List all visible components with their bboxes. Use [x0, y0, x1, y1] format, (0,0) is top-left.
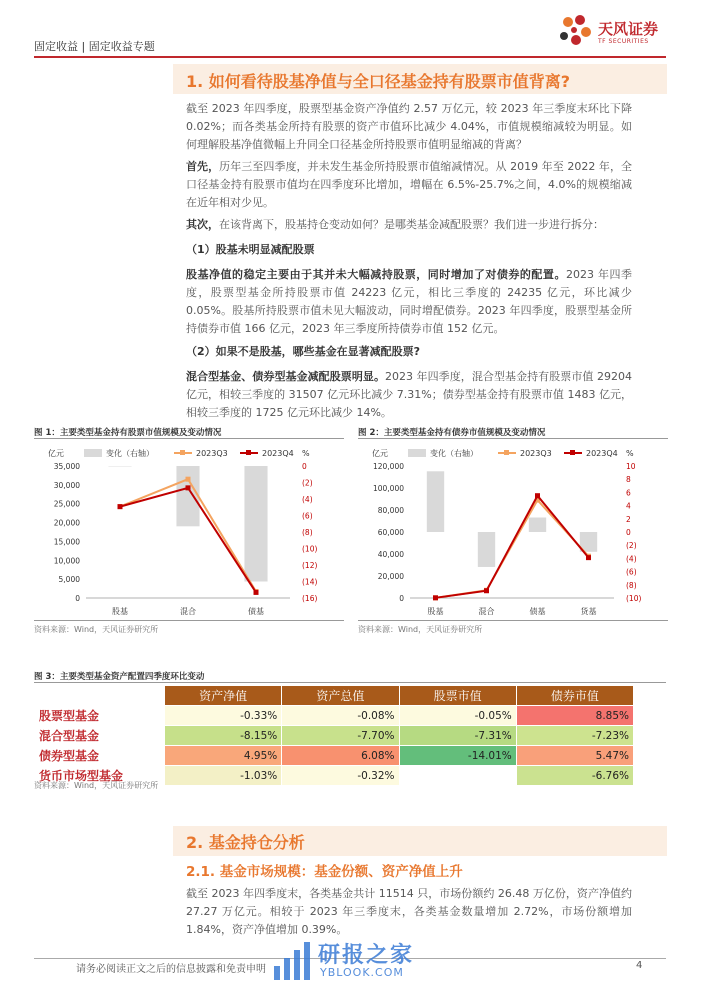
table-cell: -1.03% — [165, 766, 282, 786]
row-label: 股票型基金 — [35, 706, 165, 726]
left-tick-label: 10,000 — [53, 556, 80, 566]
logo-name: 天风证券 — [598, 20, 659, 38]
point-q4 — [433, 595, 438, 600]
para-body: 2023 年四季度，股票型基金所持股票市值 24223 亿元，相比三季度的 24235 亿元，环比减少 0.05%。股基所持股票市值未见大幅波动，同时增配债券。2023 年四季度，股票型基金所持债券市值 166 亿元，2023 年三季度所持债券市值 152 亿元。 — [186, 268, 633, 335]
row-label: 债券型基金 — [35, 746, 165, 766]
paragraph — [186, 368, 632, 422]
right-axis-unit: % — [626, 449, 634, 458]
right-tick-label: (16) — [302, 594, 318, 603]
figure-source: 资料来源：Wind，天风证券研究所 — [34, 625, 159, 634]
category-label: 股基 — [427, 607, 444, 616]
figure-title: 图 3：主要类型基金资产配置四季度环比变动 — [34, 672, 205, 682]
subheading: （2）如果不是股基，哪些基金在显著减配股票? — [186, 345, 421, 358]
para-lead: 股基净值的稳定主要由于其并未大幅减持股票，同时增加了对债券的配置。 — [186, 268, 566, 281]
left-tick-label: 60,000 — [377, 528, 404, 537]
right-tick-label: (6) — [302, 511, 313, 521]
left-tick-label: 80,000 — [377, 506, 404, 515]
paragraph: 截至 2023 年四季度，股票型基金资产净值约 2.57 万亿元，较 2023 年三季度末环比下降 0.02%；而各类基金所持有股票的资产市值环比减少 4.04%，市值规模缩减较为明显。如何理解股基净值微幅上升同全口径基金所持股票市值明显缩减的背离？ — [186, 102, 632, 151]
legend-marker-q4 — [246, 450, 251, 455]
footer-disclaimer: 请务必阅读正文之后的信息披露和免责申明 — [76, 964, 266, 975]
para-lead: 混合型基金、债券型基金减配股票明显。 — [186, 370, 386, 383]
right-tick-label: (10) — [302, 544, 318, 554]
left-tick-label: 5,000 — [58, 575, 80, 585]
legend-label: 变化（右轴） — [430, 449, 478, 458]
figure-title: 图 2：主要类型基金持有债券市值规模及变动情况 — [358, 428, 546, 438]
category-label: 货基 — [580, 607, 597, 616]
section-title: 2. 基金持仓分析 — [186, 833, 305, 852]
table-header: 资产总值 — [282, 686, 399, 706]
row-label: 货币市场型基金 — [35, 766, 165, 786]
subsection-title: 2.1. 基金市场规模：基金份额、资产净值上升 — [186, 864, 463, 880]
para-body: 历年三至四季度，并未发生基金所持股票市值缩减情况。从 2019 年至 2022 年，全口径基金持有股票市值均在四季度环比增加，增幅在 6.5%-25.7%之间，4.0%的规模缩减在近年相对少见。 — [186, 160, 632, 209]
table-cell: -0.05% — [399, 706, 516, 726]
right-tick-label: 0 — [626, 528, 631, 537]
left-tick-label: 0 — [399, 594, 404, 603]
header-divider — [34, 56, 666, 58]
table-cell: 6.08% — [282, 746, 399, 766]
figure-divider — [34, 682, 666, 683]
figure-title: 图 1：主要类型基金持有股票市值规模及变动情况 — [34, 428, 222, 438]
paragraph — [186, 266, 632, 338]
change-bar — [176, 466, 199, 526]
right-tick-label: 0 — [302, 462, 307, 471]
table-cell — [399, 766, 516, 786]
table-header: 股票市值 — [399, 686, 516, 706]
left-axis-unit: 亿元 — [372, 449, 388, 458]
legend-marker-q3 — [180, 450, 185, 455]
legend-label: 2023Q3 — [196, 449, 228, 458]
table-row — [35, 746, 634, 766]
table-cell: -7.70% — [282, 726, 399, 746]
table-cell: 8.85% — [516, 706, 633, 726]
page-number: 4 — [636, 960, 643, 971]
legend-marker-q3 — [504, 450, 509, 455]
right-tick-label: (8) — [626, 580, 637, 590]
table-cell: -0.33% — [165, 706, 282, 726]
left-tick-label: 35,000 — [53, 462, 80, 471]
figure-divider — [358, 620, 668, 621]
table-cell: 5.47% — [516, 746, 633, 766]
right-tick-label: (6) — [626, 567, 637, 577]
right-tick-label: (10) — [626, 594, 642, 603]
table-cell: -6.76% — [516, 766, 633, 786]
left-tick-label: 25,000 — [53, 499, 80, 509]
table-cell: -0.08% — [282, 706, 399, 726]
point-q4 — [484, 588, 489, 593]
right-tick-label: (2) — [302, 478, 313, 488]
header-tag: 固定收益 | 固定收益专题 — [34, 40, 155, 53]
right-tick-label: 4 — [626, 501, 631, 511]
point-q4 — [535, 493, 540, 498]
legend-swatch-change — [408, 449, 426, 457]
table-cell: 4.95% — [165, 746, 282, 766]
left-tick-label: 20,000 — [377, 572, 404, 581]
figure-2-chart — [358, 440, 670, 620]
paragraph: 截至 2023 年四季度末，各类基金共计 11514 只，市场份额约 26.48 万亿份，资产净值约 27.27 万亿元。相较于 2023 年三季度末，各类基金数量增加 2.72%，市场份额增加 1.84%，资产净值增加 0.39%。 — [186, 887, 632, 936]
point-q4 — [586, 555, 591, 560]
category-label: 股基 — [112, 607, 128, 616]
right-tick-label: (4) — [302, 495, 313, 504]
change-bar — [529, 517, 546, 532]
paragraph — [186, 216, 632, 234]
logo-name-en: TF SECURITIES — [598, 38, 649, 45]
table-cell: -8.15% — [165, 726, 282, 746]
right-tick-label: 6 — [626, 488, 631, 498]
right-axis-unit: % — [302, 449, 310, 458]
right-tick-label: (4) — [626, 554, 637, 564]
right-tick-label: 8 — [626, 475, 631, 485]
right-tick-label: (2) — [626, 541, 637, 551]
table-corner — [35, 686, 165, 706]
category-label: 混合 — [478, 607, 495, 616]
figure-source: 资料来源：Wind，天风证券研究所 — [358, 625, 483, 634]
table-cell: -7.23% — [516, 726, 633, 746]
watermark-url: YBLOOK.COM — [320, 966, 404, 979]
row-label: 混合型基金 — [35, 726, 165, 746]
left-tick-label: 15,000 — [53, 537, 80, 547]
watermark-text: 研报之家 — [318, 943, 415, 968]
right-tick-label: (12) — [302, 561, 318, 570]
category-label: 债基 — [529, 607, 546, 616]
change-bar — [427, 471, 444, 532]
right-tick-label: 10 — [626, 462, 636, 471]
figure-source: 资料来源：Wind，天风证券研究所 — [34, 781, 159, 790]
figure-divider — [34, 438, 344, 439]
table-row — [35, 726, 634, 746]
table-cell: -14.01% — [399, 746, 516, 766]
para-lead: 首先， — [186, 160, 220, 173]
change-bar — [244, 466, 267, 582]
point-q4 — [254, 590, 259, 595]
table-cell: -7.31% — [399, 726, 516, 746]
point-q4 — [118, 504, 123, 509]
figure-divider — [34, 620, 344, 621]
category-label: 债基 — [248, 607, 264, 616]
para-body: 2023 年四季度，混合型基金持有股票市值 29204 亿元，相较三季度的 31507 亿元环比减少 7.31%；债券型基金持有股票市值 1483 亿元，相较三季度的 1725 亿元环比减少 14%。 — [186, 370, 633, 419]
table-header-row — [35, 686, 634, 706]
left-tick-label: 100,000 — [372, 484, 404, 493]
change-bar — [478, 532, 495, 567]
series-line-q3 — [436, 500, 589, 598]
asset-change-table — [34, 685, 634, 786]
legend-label: 2023Q4 — [586, 449, 618, 458]
figure-1-chart — [34, 440, 346, 620]
table-header: 资产净值 — [165, 686, 282, 706]
left-tick-label: 30,000 — [53, 480, 80, 490]
left-axis-unit: 亿元 — [48, 449, 64, 458]
legend-marker-q4 — [570, 450, 575, 455]
legend-label: 2023Q4 — [262, 449, 294, 458]
para-body: 在该背离下，股基持仓变动如何？是哪类基金减配股票？我们进一步进行拆分： — [219, 218, 604, 231]
point-q3 — [186, 477, 191, 482]
left-tick-label: 0 — [75, 594, 80, 603]
subheading: （1）股基未明显减配股票 — [186, 243, 315, 256]
point-q4 — [186, 485, 191, 490]
figure-divider — [358, 438, 668, 439]
para-lead: 其次， — [186, 218, 219, 231]
category-label: 混合 — [180, 607, 196, 616]
legend-swatch-change — [84, 449, 102, 457]
right-tick-label: (8) — [302, 528, 313, 537]
left-tick-label: 40,000 — [377, 550, 404, 559]
legend-label: 变化（右轴） — [106, 449, 154, 458]
right-tick-label: 2 — [626, 514, 631, 524]
right-tick-label: (14) — [302, 577, 318, 587]
legend-label: 2023Q3 — [520, 449, 552, 458]
section-title: 1. 如何看待股基净值与全口径基金持有股票市值背离? — [186, 72, 571, 91]
table-row — [35, 706, 634, 726]
table-cell: -0.32% — [282, 766, 399, 786]
left-tick-label: 20,000 — [53, 518, 80, 528]
left-tick-label: 120,000 — [372, 462, 404, 471]
table-header: 债券市值 — [516, 686, 633, 706]
paragraph — [186, 158, 632, 212]
